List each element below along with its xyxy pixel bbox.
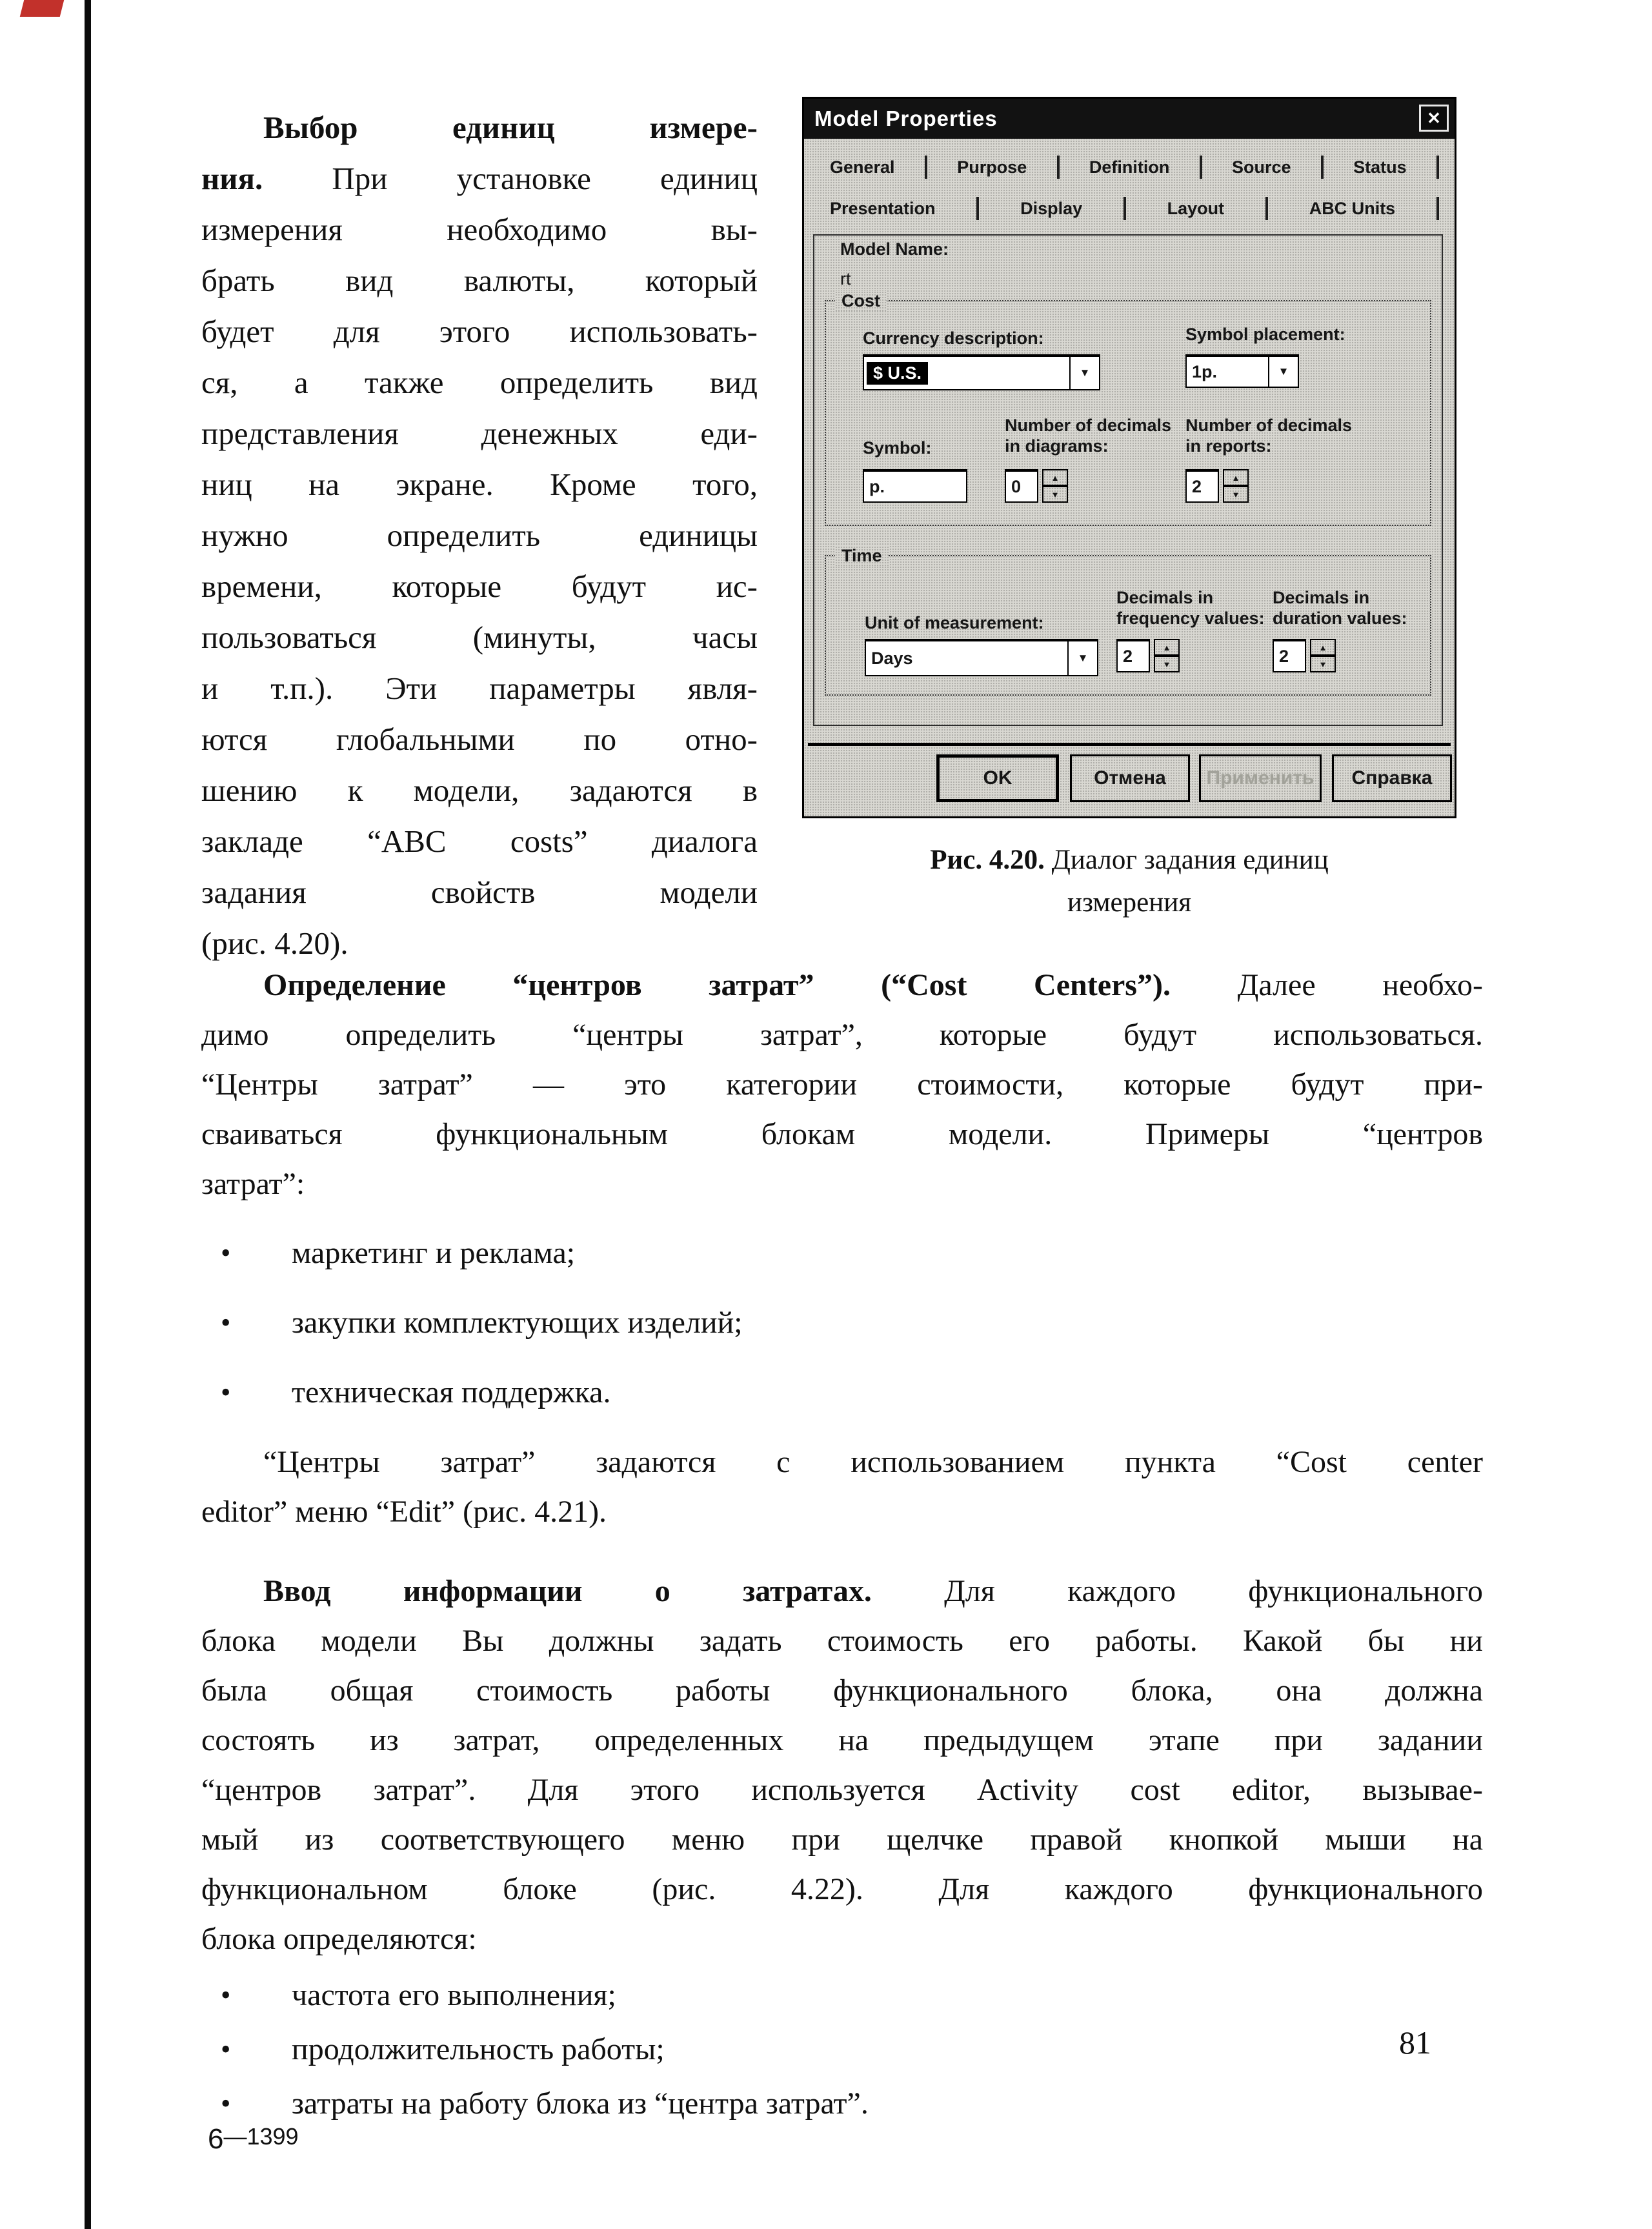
text-line: ся, а также определить вид <box>201 365 758 400</box>
model-name-label: Model Name: <box>840 239 949 259</box>
tab-separator <box>976 197 979 220</box>
decimals-diagrams-value[interactable]: 0 <box>1005 469 1038 503</box>
decimals-duration-value[interactable]: 2 <box>1273 639 1306 672</box>
unit-of-measurement-combobox[interactable] <box>865 639 1098 676</box>
bullet-icon: • <box>221 2033 231 2065</box>
bold-lead: ния. <box>201 161 263 196</box>
paragraph-input-costs <box>201 1566 1483 1964</box>
decimals-frequency-value[interactable]: 2 <box>1116 639 1150 672</box>
cost-group-label: Cost <box>835 291 887 311</box>
text-line: будет для этого использовать- <box>201 314 758 349</box>
model-properties-dialog <box>802 97 1456 818</box>
bold-lead: Выбор единиц измере- <box>263 110 758 145</box>
decimals-reports-spinner[interactable] <box>1185 469 1249 503</box>
spin-up-icon[interactable]: ▲ <box>1310 639 1336 656</box>
tab-separator <box>1321 156 1324 179</box>
decimals-diagrams-spinner[interactable] <box>1005 469 1068 503</box>
spin-down-icon[interactable]: ▼ <box>1154 656 1180 672</box>
time-group-label: Time <box>835 546 889 566</box>
text-line: димо определить “центры затрат”, которые будут использоваться. <box>201 1018 1483 1052</box>
spin-up-icon[interactable]: ▲ <box>1154 639 1180 656</box>
text-line: блока определяются: <box>201 1922 477 1956</box>
tab-row-1 <box>826 153 1439 181</box>
tab-layout[interactable]: Layout <box>1167 198 1225 218</box>
decimals-reports-label: Number of decimals in reports: <box>1185 416 1353 456</box>
text-line: нужно определить единицы <box>201 518 758 553</box>
chevron-down-icon[interactable]: ▼ <box>1067 641 1097 675</box>
decimals-duration-label: Decimals in duration values: <box>1273 588 1407 628</box>
print-code-small: —1399 <box>223 2123 299 2150</box>
text-line: представления денежных еди- <box>201 416 758 451</box>
text-line: (рис. 4.20). <box>201 925 348 961</box>
text-line: сваиваться функциональным блокам модели. Примеры “центров <box>201 1117 1483 1151</box>
currency-description-combobox[interactable] <box>863 354 1100 390</box>
paragraph-cost-center-editor <box>201 1437 1483 1537</box>
decimals-diagrams-label: Number of decimals in diagrams: <box>1005 416 1172 456</box>
spin-up-icon[interactable]: ▲ <box>1223 469 1249 486</box>
help-button[interactable]: Справка <box>1332 754 1452 802</box>
paragraph-cost-centers <box>201 960 1483 1209</box>
symbol-input[interactable]: p. <box>863 469 967 503</box>
tab-general[interactable]: General <box>830 157 895 177</box>
red-corner-mark <box>20 0 64 17</box>
dialog-title: Model Properties <box>814 106 998 130</box>
text-line: затрат”: <box>201 1167 305 1201</box>
main-text-flow <box>201 960 1483 2129</box>
decimals-frequency-label: Decimals in frequency values: <box>1116 588 1265 628</box>
bullet-item: • закупки комплектующих изделий; <box>201 1298 1483 1348</box>
text-line: брать вид валюты, который <box>201 263 758 298</box>
text-line: “Центры затрат” — это категории стоимости, которые будут при- <box>201 1067 1483 1102</box>
text-line: состоять из затрат, определенных на предыдущем этапе при задании <box>201 1723 1483 1757</box>
dialog-titlebar[interactable] <box>804 99 1455 139</box>
tab-row-2 <box>826 194 1439 223</box>
chevron-down-icon[interactable]: ▼ <box>1069 357 1099 389</box>
currency-selected-value: $ U.S. <box>867 362 928 385</box>
figure-caption-text: Диалог задания единиц <box>1044 845 1329 875</box>
bullet-item: • маркетинг и реклама; <box>201 1228 1483 1278</box>
text-line: шению к модели, задаются в <box>201 772 758 808</box>
print-code-big: 6 <box>208 2123 224 2155</box>
text-line <box>201 102 758 153</box>
figure-number: Рис. 4.20. <box>930 845 1045 875</box>
text-line: функциональном блоке (рис. 4.22). Для каждого функционального <box>201 1872 1483 1906</box>
paragraph-units-selection <box>201 102 758 969</box>
book-binding-line <box>85 0 91 2229</box>
print-code <box>208 2123 299 2155</box>
dialog-bottom-rule <box>808 743 1451 746</box>
model-name-value: rt <box>840 269 851 288</box>
bullet-icon: • <box>221 1237 231 1269</box>
unit-of-measurement-value: Days <box>871 648 913 668</box>
text-line: измерения необходимо вы- <box>201 212 758 247</box>
text-line: editor” меню “Edit” (рис. 4.21). <box>201 1495 607 1529</box>
tab-separator <box>1057 156 1060 179</box>
tab-source[interactable]: Source <box>1231 157 1291 177</box>
bold-lead: Определение “центров затрат” (“Cost Centers”). <box>263 968 1171 1002</box>
tab-purpose[interactable]: Purpose <box>957 157 1027 177</box>
bullet-item: • техническая поддержка. <box>201 1367 1483 1418</box>
text-line: времени, которые будут ис- <box>201 569 758 604</box>
text-line: ния. При установке единиц <box>201 161 758 196</box>
cost-group <box>825 291 1431 526</box>
bullet-item: • продолжительность работы; <box>201 2024 1483 2075</box>
figure-caption <box>802 839 1456 924</box>
spin-down-icon[interactable]: ▼ <box>1310 656 1336 672</box>
bullet-icon: • <box>221 2088 231 2119</box>
tab-separator <box>1123 197 1126 220</box>
text-line: ниц на экране. Кроме того, <box>201 467 758 502</box>
close-icon[interactable]: ✕ <box>1419 105 1449 132</box>
text-line: Ввод информации о затратах. Для каждого функционального <box>263 1574 1483 1608</box>
abc-units-tab-page <box>813 234 1443 726</box>
tab-separator <box>1436 156 1439 179</box>
text-line: закладе “ABC costs” диалога <box>201 823 758 859</box>
tab-separator <box>925 156 927 179</box>
text-line: “Центры затрат” задаются с использованием пункта “Cost center <box>263 1445 1483 1479</box>
chevron-down-icon[interactable]: ▼ <box>1268 357 1298 387</box>
figure-caption-line2: измерения <box>1067 887 1192 918</box>
tab-separator <box>1200 156 1202 179</box>
text-line: пользоваться (минуты, часы <box>201 620 758 655</box>
spin-down-icon[interactable]: ▼ <box>1042 486 1068 503</box>
symbol-placement-combobox[interactable] <box>1185 354 1299 388</box>
unit-of-measurement-label: Unit of measurement: <box>865 613 1044 632</box>
decimals-reports-value[interactable]: 2 <box>1185 469 1219 503</box>
tab-presentation[interactable]: Presentation <box>830 198 936 218</box>
bullet-icon: • <box>221 1979 231 2011</box>
decimals-frequency-spinner[interactable] <box>1116 639 1180 672</box>
cancel-button[interactable]: Отмена <box>1070 754 1190 802</box>
spin-up-icon[interactable]: ▲ <box>1042 469 1068 486</box>
text-line: Определение “центров затрат” (“Cost Centers”). Далее необхо- <box>263 968 1483 1002</box>
apply-button: Применить <box>1199 754 1322 802</box>
decimals-duration-spinner[interactable] <box>1273 639 1336 672</box>
bold-lead: Ввод информации о затратах. <box>263 1574 872 1608</box>
symbol-label: Symbol: <box>863 438 932 458</box>
tab-separator <box>1265 197 1268 220</box>
page-number: 81 <box>1399 2024 1431 2061</box>
tab-abc-units[interactable]: ABC Units <box>1309 198 1396 218</box>
symbol-placement-label: Symbol placement: <box>1185 325 1345 344</box>
time-group <box>825 546 1431 696</box>
text-line: была общая стоимость работы функционального блока, она должна <box>201 1673 1483 1708</box>
ok-button[interactable]: OK <box>936 754 1059 802</box>
spin-down-icon[interactable]: ▼ <box>1223 486 1249 503</box>
text-line: задания свойств модели <box>201 874 758 910</box>
currency-description-label: Currency description: <box>863 328 1044 348</box>
tab-definition[interactable]: Definition <box>1089 157 1170 177</box>
tab-display[interactable]: Display <box>1020 198 1083 218</box>
text-line: и т.п.). Эти параметры явля- <box>201 671 758 706</box>
tab-status[interactable]: Status <box>1353 157 1407 177</box>
bullet-item: • затраты на работу блока из “центра затрат”. <box>201 2079 1483 2129</box>
text-line: блока модели Вы должны задать стоимость его работы. Какой бы ни <box>201 1624 1483 1658</box>
text-line: ются глобальными по отно- <box>201 721 758 757</box>
text-line: мый из соответствующего меню при щелчке правой кнопкой мыши на <box>201 1822 1483 1857</box>
bullet-icon: • <box>221 1307 231 1338</box>
bullet-list-cost-centers <box>201 1228 1483 1418</box>
bullet-icon: • <box>221 1377 231 1408</box>
bullet-item: • частота его выполнения; <box>201 1970 1483 2021</box>
symbol-placement-value: 1p. <box>1192 361 1218 381</box>
tab-separator <box>1436 197 1439 220</box>
text-line: “центров затрат”. Для этого используется Activity cost editor, вызывае- <box>201 1773 1483 1807</box>
bullet-list-block-properties <box>201 1970 1483 2129</box>
